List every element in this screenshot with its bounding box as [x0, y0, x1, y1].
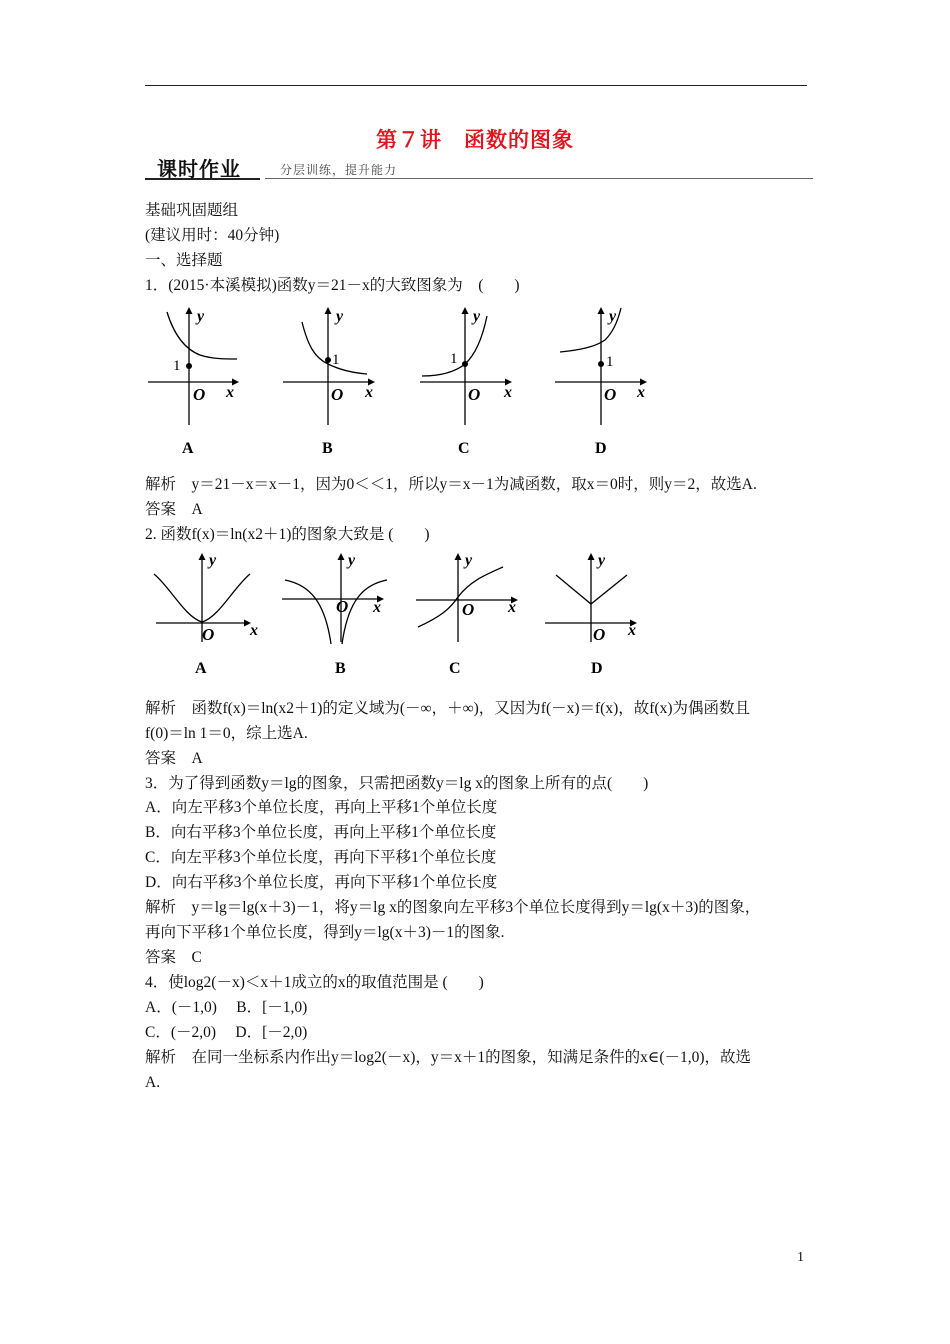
option-3b: B．向右平移3个单位长度，再向上平移1个单位长度: [145, 824, 497, 841]
svg-text:x: x: [504, 384, 512, 401]
question-1: 1．(2015·本溪模拟)函数y＝21－x的大致图象为 ( ): [145, 277, 520, 294]
svg-text:1: 1: [450, 351, 458, 367]
option-3d: D．向右平移3个单位长度，再向下平移1个单位长度: [145, 874, 498, 891]
banner-subtitle: 分层训练，提升能力: [280, 163, 398, 177]
svg-text:x: x: [508, 599, 516, 616]
svg-text:y: y: [465, 552, 473, 569]
graph-label: B: [335, 660, 346, 677]
svg-text:y: y: [473, 308, 481, 325]
svg-text:O: O: [462, 600, 475, 619]
question-4: 4．使log2(－x)＜x＋1成立的x的取值范围是 ( ): [145, 974, 484, 991]
svg-text:O: O: [202, 625, 215, 644]
svg-text:x: x: [628, 622, 636, 639]
svg-text:1: 1: [332, 352, 340, 368]
text-line: (建议用时：40分钟): [145, 227, 280, 244]
graph-label: A: [195, 660, 207, 677]
banner-rule: [265, 178, 813, 179]
graph-q2-c: [416, 552, 518, 677]
svg-text:y: y: [197, 308, 205, 325]
graph-label: C: [458, 440, 470, 457]
svg-text:O: O: [468, 385, 481, 404]
svg-text:O: O: [593, 625, 606, 644]
svg-text:x: x: [637, 384, 645, 401]
graph-label: D: [595, 440, 607, 457]
solution-3: 解析 y＝lg＝lg(x＋3)－1，将y＝lg x的图象向左平移3个单位长度得到y＝lg(x＋3)的图象，: [145, 899, 761, 916]
svg-text:x: x: [365, 384, 373, 401]
graph-label: C: [449, 660, 461, 677]
banner-main-text: 课时作业: [157, 157, 241, 181]
graph-q2-d: [545, 552, 637, 677]
options-4ab: A．(－1,0) B．[－1,0): [145, 999, 308, 1016]
question-2: 2. 函数f(x)＝ln(x2＋1)的图象大致是 ( ): [145, 526, 430, 543]
figure-q2: [140, 547, 650, 682]
svg-text:y: y: [609, 308, 617, 325]
svg-text:1: 1: [606, 354, 614, 370]
svg-text:y: y: [348, 552, 356, 569]
svg-text:O: O: [193, 385, 206, 404]
page-number: 1: [797, 1250, 804, 1265]
graph-label: A: [182, 440, 194, 457]
graph-q1-b: [283, 307, 375, 457]
svg-text:y: y: [209, 552, 217, 569]
page-title: 第７讲 函数的图象: [376, 128, 574, 152]
svg-text:O: O: [336, 597, 349, 616]
svg-text:x: x: [373, 599, 381, 616]
solution-1: 解析 y＝21－x＝x－1，因为0＜＜1，所以y＝x－1为减函数，取x＝0时，则y＝2，故选A.: [145, 476, 757, 493]
svg-text:1: 1: [173, 358, 181, 374]
graph-q1-a: [148, 307, 239, 457]
graph-q1-d: [555, 307, 647, 457]
svg-text:O: O: [604, 385, 617, 404]
option-3c: C．向左平移3个单位长度，再向下平移1个单位长度: [145, 849, 497, 866]
solution-4: 解析 在同一坐标系内作出y＝log2(－x)，y＝x＋1的图象，知满足条件的x∈(－1,0)，故选: [145, 1049, 752, 1066]
svg-text:O: O: [331, 385, 344, 404]
svg-text:x: x: [226, 384, 234, 401]
solution-2: 解析 函数f(x)＝ln(x2＋1)的定义域为(－∞，＋∞)，又因为f(－x)＝f(x)，故f(x)为偶函数且: [145, 700, 750, 717]
text-line: 一、选择题: [145, 252, 223, 269]
header-rule: [145, 85, 807, 86]
solution-4-cont: A.: [145, 1074, 161, 1091]
options-4cd: C．(－2,0) D．[－2,0): [145, 1024, 308, 1041]
option-3a: A．向左平移3个单位长度，再向上平移1个单位长度: [145, 799, 498, 816]
question-3: 3．为了得到函数y＝lg的图象，只需把函数y＝lg x的图象上所有的点( ): [145, 775, 649, 792]
graph-q2-b: [282, 552, 387, 677]
answer-3: 答案 C: [145, 949, 202, 966]
graph-label: B: [322, 440, 333, 457]
svg-text:x: x: [250, 622, 258, 639]
banner-underline: [145, 178, 260, 180]
figure-q1: [140, 300, 670, 465]
answer-1: 答案 A: [145, 501, 203, 518]
solution-2-cont: f(0)＝ln 1＝0，综上选A.: [145, 725, 308, 742]
graph-q1-c: [420, 307, 512, 457]
text-line: 基础巩固题组: [145, 202, 239, 219]
graph-label: D: [591, 660, 603, 677]
solution-3-cont: 再向下平移1个单位长度，得到y＝lg(x＋3)－1的图象.: [145, 924, 505, 941]
section-banner: [145, 150, 813, 182]
svg-text:y: y: [336, 308, 344, 325]
answer-2: 答案 A: [145, 750, 203, 767]
svg-text:y: y: [598, 552, 606, 569]
graph-q2-a: [154, 552, 258, 677]
